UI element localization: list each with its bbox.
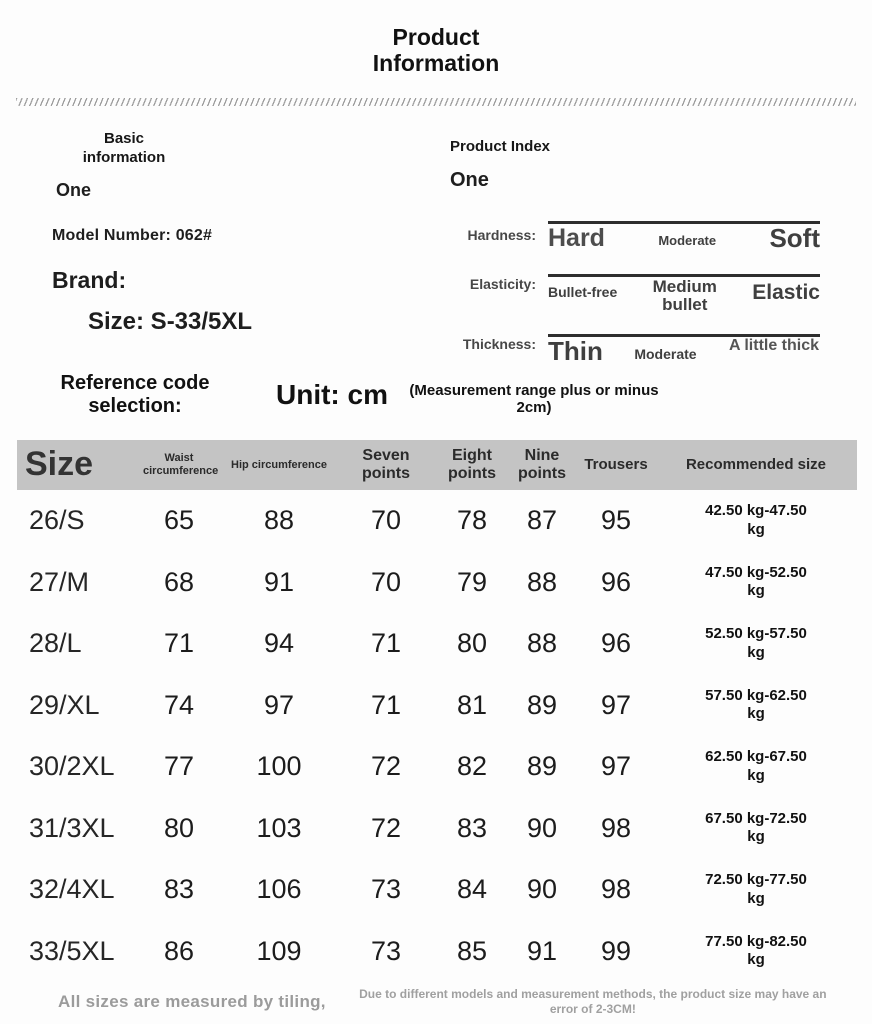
table-cell: 89 bbox=[526, 689, 558, 720]
table-cell: 31/3XL bbox=[29, 812, 115, 843]
table-cell: 74 bbox=[163, 689, 195, 720]
table-cell: 88 bbox=[526, 566, 558, 597]
table-cell: 30/2XL bbox=[29, 751, 115, 782]
brand-label: Brand: bbox=[52, 266, 127, 293]
table-cell: 88 bbox=[526, 628, 558, 659]
table-cell: 71 bbox=[370, 628, 402, 659]
column-header-seven-points: Seven points bbox=[362, 446, 410, 482]
table-cell: 52.50 kg-57.50 kg bbox=[705, 625, 807, 661]
table-cell: 72 bbox=[370, 812, 402, 843]
table-row bbox=[17, 736, 857, 798]
hardness-option-moderate: Moderate bbox=[658, 233, 717, 248]
table-cell: 82 bbox=[456, 751, 488, 782]
table-cell: 71 bbox=[370, 689, 402, 720]
measurement-range-note: (Measurement range plus or minus 2cm) bbox=[409, 382, 659, 417]
table-cell: 81 bbox=[456, 689, 488, 720]
table-cell: 96 bbox=[600, 628, 632, 659]
unit-label: Unit: cm bbox=[276, 379, 388, 410]
footer-measured-note: All sizes are measured by tiling, bbox=[58, 992, 326, 1011]
footer-error-note: Due to different models and measurement methods, the product size may have an error of 2-3CM! bbox=[359, 987, 827, 1016]
hardness-scale bbox=[450, 221, 850, 252]
table-cell: 67.50 kg-72.50 kg bbox=[705, 809, 807, 846]
hardness-option-hard: Hard bbox=[548, 224, 605, 252]
basic-information-heading: Basic information bbox=[82, 130, 166, 166]
table-row bbox=[17, 859, 857, 921]
table-cell: 73 bbox=[370, 935, 402, 966]
table-cell: 33/5XL bbox=[29, 935, 115, 966]
table-cell: 42.50 kg-47.50 kg bbox=[705, 502, 807, 538]
table-cell: 70 bbox=[370, 566, 402, 597]
elasticity-option-elastic: Elastic bbox=[752, 281, 820, 305]
table-cell: 106 bbox=[256, 874, 302, 905]
thickness-label: Thickness: bbox=[462, 335, 536, 352]
table-row bbox=[17, 921, 857, 983]
elasticity-label: Elasticity: bbox=[469, 276, 536, 293]
table-cell: 29/XL bbox=[29, 689, 100, 720]
footer bbox=[0, 980, 872, 1024]
basic-information-section bbox=[52, 130, 422, 336]
thickness-scale bbox=[450, 334, 850, 365]
table-cell: 88 bbox=[263, 505, 295, 536]
table-cell: 62.50 kg-67.50 kg bbox=[705, 748, 807, 784]
product-index-section bbox=[450, 138, 850, 365]
table-cell: 90 bbox=[526, 812, 558, 843]
table-cell: 28/L bbox=[29, 628, 82, 659]
table-cell: 96 bbox=[600, 566, 632, 597]
hardness-options bbox=[548, 221, 820, 252]
hardness-label: Hardness: bbox=[467, 227, 536, 243]
hatched-divider bbox=[16, 98, 856, 106]
table-row bbox=[17, 798, 857, 860]
table-row bbox=[17, 552, 857, 614]
table-cell: 68 bbox=[163, 566, 195, 597]
table-cell: 27/M bbox=[29, 566, 90, 597]
elasticity-option-bullet-free: Bullet-free bbox=[548, 284, 618, 301]
table-cell: 86 bbox=[163, 935, 195, 966]
table-cell: 77.50 kg-82.50 kg bbox=[705, 932, 807, 969]
table-cell: 103 bbox=[256, 812, 302, 843]
column-header-recommended-size: Recommended size bbox=[685, 456, 827, 474]
table-cell: 71 bbox=[163, 628, 195, 659]
thickness-options bbox=[548, 334, 820, 365]
table-cell: 90 bbox=[526, 874, 558, 905]
table-cell: 72.50 kg-77.50 kg bbox=[705, 871, 807, 907]
thickness-option-thin: Thin bbox=[548, 335, 603, 366]
basic-section-number: One bbox=[56, 179, 92, 200]
table-cell: 72 bbox=[370, 751, 402, 782]
column-header-trousers: Trousers bbox=[584, 456, 648, 474]
table-cell: 78 bbox=[456, 505, 488, 536]
table-cell: 79 bbox=[456, 566, 488, 597]
table-cell: 73 bbox=[370, 874, 402, 905]
table-cell: 26/S bbox=[29, 505, 85, 536]
table-cell: 83 bbox=[456, 812, 488, 843]
table-row bbox=[17, 490, 857, 552]
thickness-option-a-little-thick: A little thick bbox=[728, 336, 820, 354]
table-cell: 91 bbox=[263, 566, 295, 597]
thickness-option-moderate: Moderate bbox=[634, 345, 697, 362]
elasticity-option-medium-bullet: Medium bullet bbox=[652, 277, 717, 315]
size-range: Size: S-33/5XL bbox=[88, 307, 253, 335]
column-header-hip: Hip circumference bbox=[231, 458, 327, 471]
table-cell: 32/4XL bbox=[29, 874, 115, 905]
column-header-eight-points: Eight points bbox=[448, 446, 496, 482]
table-cell: 84 bbox=[456, 874, 488, 905]
product-index-number: One bbox=[450, 169, 489, 191]
table-cell: 94 bbox=[263, 628, 295, 659]
table-cell: 109 bbox=[256, 935, 302, 966]
reference-row bbox=[40, 372, 840, 418]
table-cell: 99 bbox=[600, 935, 632, 966]
product-index-heading: Product Index bbox=[450, 138, 551, 155]
column-header-nine-points: Nine points bbox=[518, 446, 566, 482]
table-cell: 89 bbox=[526, 751, 558, 782]
table-row bbox=[17, 613, 857, 675]
page-title: Product Information bbox=[372, 24, 500, 77]
elasticity-options bbox=[548, 274, 820, 314]
table-cell: 80 bbox=[163, 812, 195, 843]
table-cell: 98 bbox=[600, 874, 632, 905]
table-cell: 83 bbox=[163, 874, 195, 905]
table-cell: 70 bbox=[370, 505, 402, 536]
table-cell: 97 bbox=[600, 689, 632, 720]
table-cell: 91 bbox=[526, 935, 558, 966]
table-cell: 57.50 kg-62.50 kg bbox=[705, 686, 807, 723]
size-table bbox=[17, 440, 857, 982]
table-cell: 100 bbox=[256, 751, 302, 782]
column-header-size: Size bbox=[25, 445, 94, 484]
table-cell: 85 bbox=[456, 935, 488, 966]
table-row bbox=[17, 675, 857, 737]
table-cell: 47.50 kg-52.50 kg bbox=[705, 563, 807, 600]
elasticity-scale bbox=[450, 274, 850, 314]
table-cell: 97 bbox=[263, 689, 295, 720]
table-cell: 98 bbox=[600, 812, 632, 843]
model-number: Model Number: 062# bbox=[52, 226, 213, 244]
table-cell: 97 bbox=[600, 751, 632, 782]
reference-code-label: Reference code selection: bbox=[60, 372, 210, 417]
hardness-option-soft: Soft bbox=[769, 223, 820, 253]
table-cell: 77 bbox=[163, 751, 195, 782]
size-table-header bbox=[17, 440, 857, 490]
table-cell: 95 bbox=[600, 505, 632, 536]
table-cell: 87 bbox=[526, 505, 558, 536]
table-cell: 80 bbox=[456, 628, 488, 659]
table-cell: 65 bbox=[163, 505, 195, 536]
column-header-waist: Waist circumference bbox=[143, 452, 219, 477]
